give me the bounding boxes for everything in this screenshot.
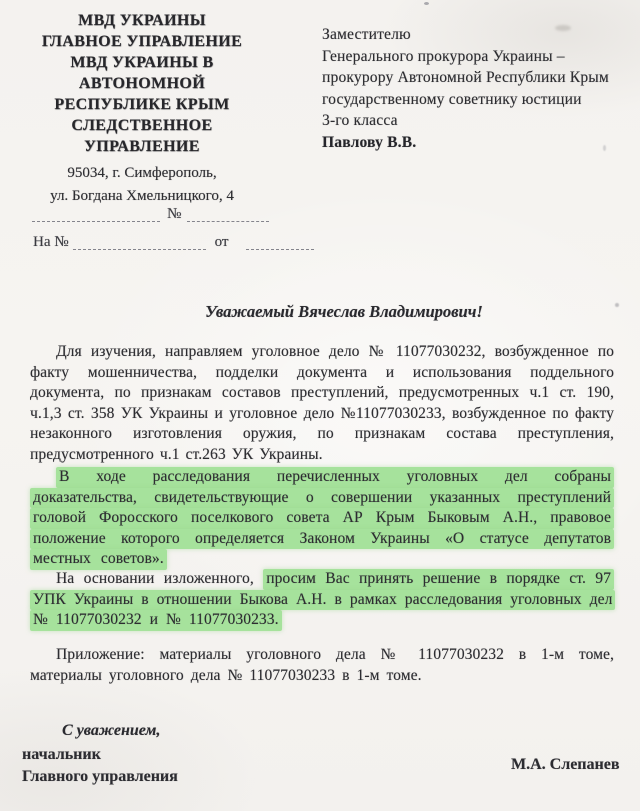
salutation: Уважаемый Вячеслав Владимирович!: [205, 302, 483, 321]
incoming-number-line: [33, 234, 314, 250]
sender-org-line-1: МВД УКРАИНЫ: [78, 12, 206, 29]
request-lead-text: На основании изложенного,: [56, 570, 264, 587]
incoming-number-blank-line: [73, 235, 206, 250]
recipient-name: Павлову В.В.: [322, 133, 417, 151]
scan-noise-speck: [555, 25, 571, 31]
paragraph-evidence: [30, 467, 614, 570]
scan-noise-speck: [615, 303, 619, 307]
sender-org-line-3: МВД УКРАИНЫ В: [70, 54, 214, 71]
recipient-line-4: государственному советнику юстиции: [322, 90, 582, 108]
incoming-date-label: от: [214, 234, 229, 250]
sender-address-line-1: 95034, г. Симферополь,: [67, 165, 217, 181]
paragraph-case-referral: Для изучения, направляем уголовное дело № 11077030232, возбужденное по факту мошенничества, подделки документа и использования поддельного документа, по признакам составов преступлений, предусмотренных ч.1 ст. 190, ч.1,3 ст. 358 УК Украины и уголовное дело №11077030233, возбужденное по факту незаконного изготовления оружия, по признакам состава преступления, предусмотренного ч.1 ст.263 УК Украины.: [30, 343, 614, 463]
incoming-date-blank-line: [246, 235, 314, 250]
sender-org-block: [22, 10, 262, 157]
signer-title-line-2: Главного управления: [22, 768, 178, 785]
recipient-line-3: прокурору Автономной Республики Крым: [322, 69, 609, 86]
signer-title-line-1: начальник: [22, 746, 101, 763]
paragraph-request: [30, 569, 614, 631]
sender-org-line-7: УПРАВЛЕНИЕ: [84, 138, 200, 155]
highlighted-text-request: просим Вас принять решение в порядке ст. 97 УПК Украины в отношении Быкова А.Н. в рамках расследования уголовных дел № 11077030232 и № 11077030233.: [30, 569, 615, 631]
recipient-line-1: Заместителю: [322, 26, 411, 43]
sender-address-line-2: ул. Богдана Хмельницкого, 4: [50, 188, 234, 204]
number-sign-label: №: [167, 206, 182, 222]
recipient-line-2: Генерального прокурора Украины –: [322, 47, 565, 65]
recipient-block: [322, 24, 634, 153]
closing-regards: С уважением,: [62, 722, 161, 739]
outgoing-date-blank-line: [32, 207, 160, 222]
scan-noise-speck: [603, 145, 606, 151]
reply-to-number-label: На №: [33, 234, 69, 250]
highlighted-text-evidence: В ходе расследования перечисленных уголовных дел собраны доказательства, свидетельствующие о совершении указанных преступлений головой Форосского поселкового совета АР Крым Быковым А.Н., правовое положение которого определяется Законом Украины «О статусе депутатов местных советов».: [30, 467, 614, 570]
signer-name: М.А. Слепанев: [511, 756, 620, 773]
paragraph-attachments: Приложение: материалы уголовного дела № 11077030232 в 1-м томе, материалы уголовного дела № 11077030233 в 1-м томе.: [30, 646, 614, 684]
recipient-line-5: 3-го класса: [322, 112, 398, 129]
outgoing-number-blank-line: [187, 207, 269, 222]
outgoing-number-line: [32, 206, 269, 222]
sender-org-line-5: РЕСПУБЛИКЕ КРЫМ: [54, 96, 230, 113]
sender-org-line-2: ГЛАВНОЕ УПРАВЛЕНИЕ: [41, 33, 243, 50]
sender-address-block: [12, 162, 272, 208]
sender-org-line-4: АВТОНОМНОЙ: [78, 75, 206, 92]
scan-noise-speck: [424, 2, 429, 5]
sender-org-line-6: СЛЕДСТВЕННОЕ: [71, 117, 213, 134]
